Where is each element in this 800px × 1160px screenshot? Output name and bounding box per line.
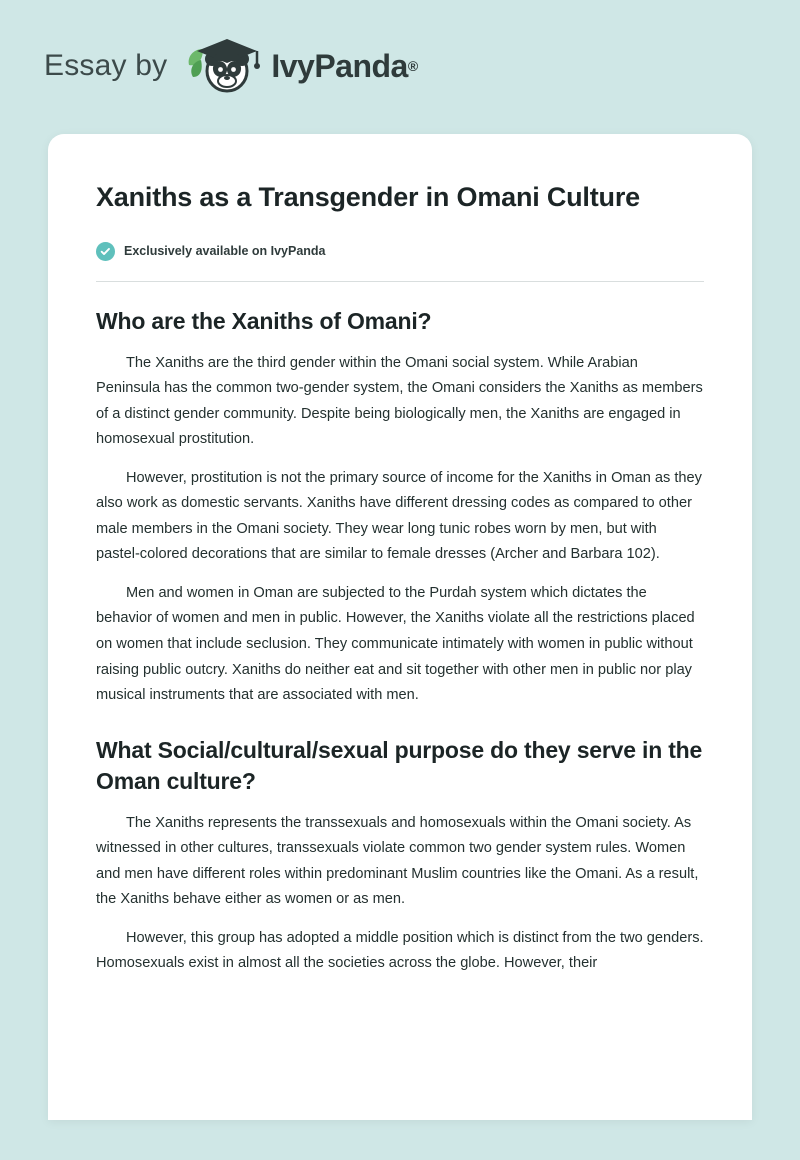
registered-mark: ® <box>407 58 419 74</box>
section-paragraph: However, prostitution is not the primary source of income for the Xaniths in Oman as they also work as domestic servants. Xaniths have different dressing codes as compared to other male members in the Omani society. They wear long tunic robes worn by men, but with pastel-colored decorations that are similar to female dresses (Archer and Barbara 102). <box>96 469 702 563</box>
title-divider <box>96 281 704 282</box>
section-heading: Who are the Xaniths of Omani? <box>96 307 432 334</box>
exclusive-label: Exclusively available on IvyPanda <box>124 244 326 259</box>
section-heading: What Social/cultural/sexual purpose do they serve in the Oman culture? <box>96 736 703 794</box>
brand-header <box>0 0 800 96</box>
brand-name-label: IvyPanda <box>271 47 408 84</box>
check-circle-icon <box>96 242 115 261</box>
page-title: Xaniths as a Transgender in Omani Culture <box>96 182 640 212</box>
essay-by-label: Essay by <box>44 49 168 82</box>
section-paragraph: Men and women in Oman are subjected to the Purdah system which dictates the behavior of women and men in public. However, the Xaniths violate all the restrictions placed on women that include seclusion. They communicate intimately with women in public without raising public outcry. Xaniths do neither eat and sit together with other men in public nor play musical instruments that are associated with men. <box>96 584 695 704</box>
document-card <box>48 134 752 1120</box>
section-paragraph: However, this group has adopted a middle position which is distinct from the two genders. Homosexuals exist in almost all the societies across the globe. However, their <box>96 929 704 972</box>
section-paragraph: The Xaniths are the third gender within the Omani social system. While Arabian Peninsula has the common two-gender system, the Omani considers the Xaniths as members of a distinct gender community. Despite being biologically men, the Xaniths are engaged in homosexual prostitution. <box>96 354 703 448</box>
section-paragraph: The Xaniths represents the transsexuals and homosexuals within the Omani society. As witnessed in other cultures, transsexuals violate common two gender system rules. Women and men have different roles within predominant Muslim countries like the Omani. As a result, the Xaniths behave either as women or as men. <box>96 814 699 908</box>
ivypanda-logo[interactable] <box>181 35 418 97</box>
exclusive-badge <box>96 242 704 261</box>
graduation-cap-panda-logo-icon <box>181 35 265 97</box>
